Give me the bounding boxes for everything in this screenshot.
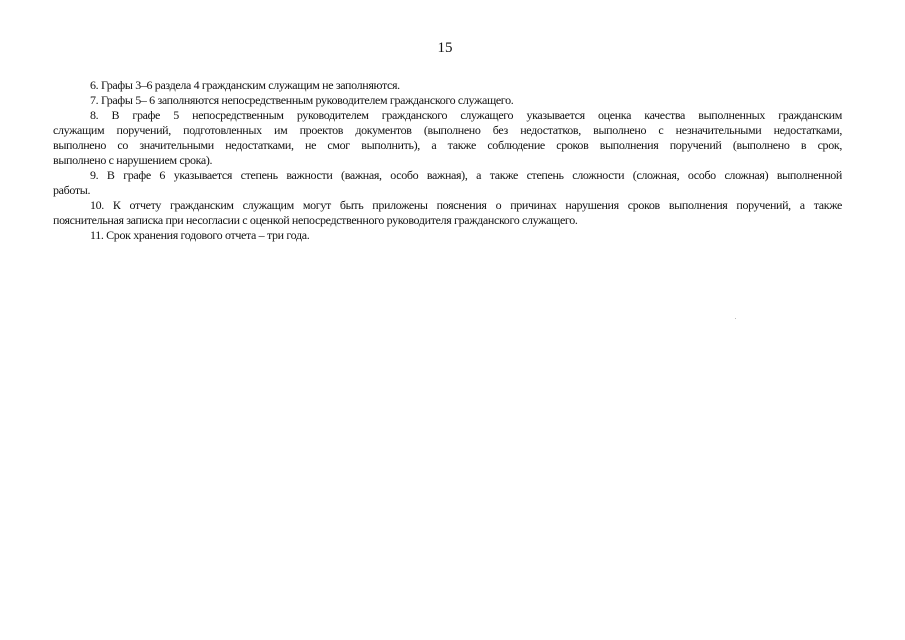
text-line: 8. В графе 5 непосредственным руководителем гражданского служащего указывается оценка качества выполненных гражданским [90,108,842,122]
text-line: выполнено с нарушением срока). [53,153,213,167]
text-line: 9. В графе 6 указывается степень важности (важная, особо важная), а также степень сложности (сложная, особо сложная) выполненной [90,168,842,182]
text-line: выполнено со значительными недостатками, не смог выполнить), а также соблюдение сроков выполнения поручений (выполнено в срок, [53,138,842,152]
paragraph-6 [53,78,842,93]
text-line: служащим поручений, подготовленных им проектов документов (выполнено без недостатков, выполнено с незначительными недостатками, [53,123,842,137]
paragraph-11 [53,228,842,243]
paragraph-9 [53,168,842,198]
paragraph-7 [53,93,842,108]
paragraph-8 [53,108,842,168]
text-line: 7. Графы 5– 6 заполняются непосредственным руководителем гражданского служащего. [90,93,514,107]
paragraph-10 [53,198,842,228]
text-line: 6. Графы 3–6 раздела 4 гражданским служащим не заполняются. [90,78,400,92]
page-number: 15 [437,40,453,56]
document-body [53,78,842,243]
scan-speck [735,318,736,319]
text-line: 11. Срок хранения годового отчета – три года. [90,228,310,242]
text-line: работы. [53,183,91,197]
text-line: пояснительная записка при несогласии с оценкой непосредственного руководителя гражданского служащего. [53,213,578,227]
text-line: 10. К отчету гражданским служащим могут быть приложены пояснения о причинах нарушения сроков выполнения поручений, а также [90,198,842,212]
